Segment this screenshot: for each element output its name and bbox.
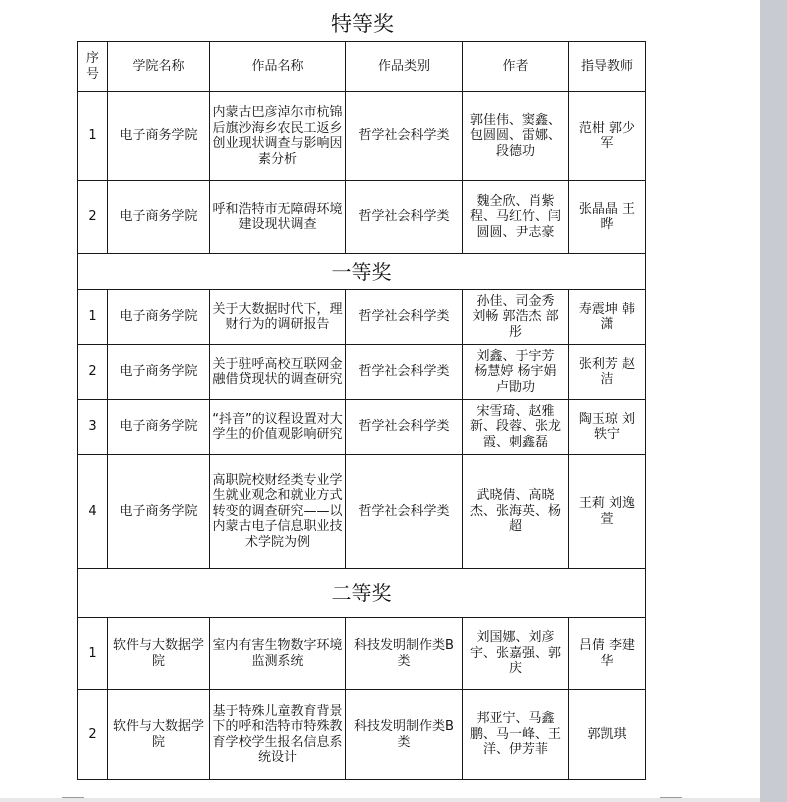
row-advisor: 寿震坤 韩潇 <box>569 290 646 345</box>
row-advisor: 张晶晶 王晔 <box>569 181 646 254</box>
row-college: 软件与大数据学院 <box>108 690 210 780</box>
row-no: 2 <box>78 181 108 254</box>
table-row <box>78 400 646 455</box>
row-no: 1 <box>78 92 108 181</box>
awards-table <box>77 41 646 780</box>
row-work: 高职院校财经类专业学生就业观念和就业方式转变的调查研究——以内蒙古电子信息职业技术学院为例 <box>210 455 346 569</box>
row-no: 3 <box>78 400 108 455</box>
row-work: 关于驻呼高校互联网金融借贷现状的调查研究 <box>210 345 346 400</box>
col-header-work: 作品名称 <box>210 42 346 92</box>
row-college: 电子商务学院 <box>108 92 210 181</box>
row-work: 呼和浩特市无障碍环境建设现状调查 <box>210 181 346 254</box>
row-work: 室内有害生物数字环境监测系统 <box>210 618 346 690</box>
page-title: 特等奖 <box>331 12 394 36</box>
row-category: 哲学社会科学类 <box>346 92 463 181</box>
row-no: 2 <box>78 690 108 780</box>
row-advisor: 吕倩 李建华 <box>569 618 646 690</box>
row-category: 哲学社会科学类 <box>346 455 463 569</box>
row-category: 科技发明制作类B类 <box>346 690 463 780</box>
page-corner-mark-left <box>62 797 84 798</box>
row-work: “抖音”的议程设置对大学生的价值观影响研究 <box>210 400 346 455</box>
row-authors: 刘国娜、刘彦宇、张嘉强、郭庆 <box>463 618 569 690</box>
table-row <box>78 455 646 569</box>
row-advisor: 王莉 刘逸萱 <box>569 455 646 569</box>
page-corner-mark-right <box>660 797 682 798</box>
row-no: 4 <box>78 455 108 569</box>
row-authors: 武晓倩、高晓杰、张海英、杨超 <box>463 455 569 569</box>
vertical-scrollbar[interactable] <box>760 0 787 802</box>
table-row <box>78 92 646 181</box>
col-header-no: 序号 <box>78 42 108 92</box>
col-header-college: 学院名称 <box>108 42 210 92</box>
row-college: 电子商务学院 <box>108 181 210 254</box>
row-authors: 郭佳伟、窦鑫、包圆圆、雷娜、段德功 <box>463 92 569 181</box>
row-work: 关于大数据时代下，理财行为的调研报告 <box>210 290 346 345</box>
row-work: 内蒙古巴彦淖尔市杭锦后旗沙海乡农民工返乡创业现状调查与影响因素分析 <box>210 92 346 181</box>
row-advisor: 陶玉琼 刘轶宁 <box>569 400 646 455</box>
row-category: 哲学社会科学类 <box>346 181 463 254</box>
header-row <box>78 42 646 92</box>
row-college: 电子商务学院 <box>108 400 210 455</box>
row-category: 哲学社会科学类 <box>346 345 463 400</box>
table-row <box>78 690 646 780</box>
col-header-advisor: 指导教师 <box>569 42 646 92</box>
page-bottom-edge <box>0 798 760 802</box>
row-college: 电子商务学院 <box>108 345 210 400</box>
row-no: 1 <box>78 290 108 345</box>
table-row <box>78 181 646 254</box>
row-no: 2 <box>78 345 108 400</box>
table-row <box>78 345 646 400</box>
row-no: 1 <box>78 618 108 690</box>
table-row <box>78 618 646 690</box>
row-authors: 刘鑫、于宇芳 杨慧婷 杨宇娟 卢勖功 <box>463 345 569 400</box>
col-header-category: 作品类别 <box>346 42 463 92</box>
section-title: 一等奖 <box>78 254 646 290</box>
row-college: 电子商务学院 <box>108 455 210 569</box>
row-advisor: 郭凯琪 <box>569 690 646 780</box>
section-row <box>78 569 646 618</box>
row-college: 软件与大数据学院 <box>108 618 210 690</box>
row-authors: 宋雪琦、赵雅新、段蓉、张龙霞、刺鑫磊 <box>463 400 569 455</box>
row-category: 哲学社会科学类 <box>346 400 463 455</box>
row-category: 科技发明制作类B类 <box>346 618 463 690</box>
row-authors: 孙佳、司金秀 刘畅 郭浩杰 部彤 <box>463 290 569 345</box>
row-advisor: 张利芳 赵洁 <box>569 345 646 400</box>
table-row <box>78 290 646 345</box>
row-category: 哲学社会科学类 <box>346 290 463 345</box>
col-header-authors: 作者 <box>463 42 569 92</box>
row-advisor: 范柑 郭少军 <box>569 92 646 181</box>
row-authors: 邦亚宁、马鑫鹏、马一峰、王洋、伊芳菲 <box>463 690 569 780</box>
row-work: 基于特殊儿童教育背景下的呼和浩特市特殊教育学校学生报名信息系统设计 <box>210 690 346 780</box>
row-authors: 魏全欣、肖紫程、马红竹、闫圆圆、尹志豪 <box>463 181 569 254</box>
row-college: 电子商务学院 <box>108 290 210 345</box>
section-title: 二等奖 <box>78 569 646 618</box>
section-row <box>78 254 646 290</box>
